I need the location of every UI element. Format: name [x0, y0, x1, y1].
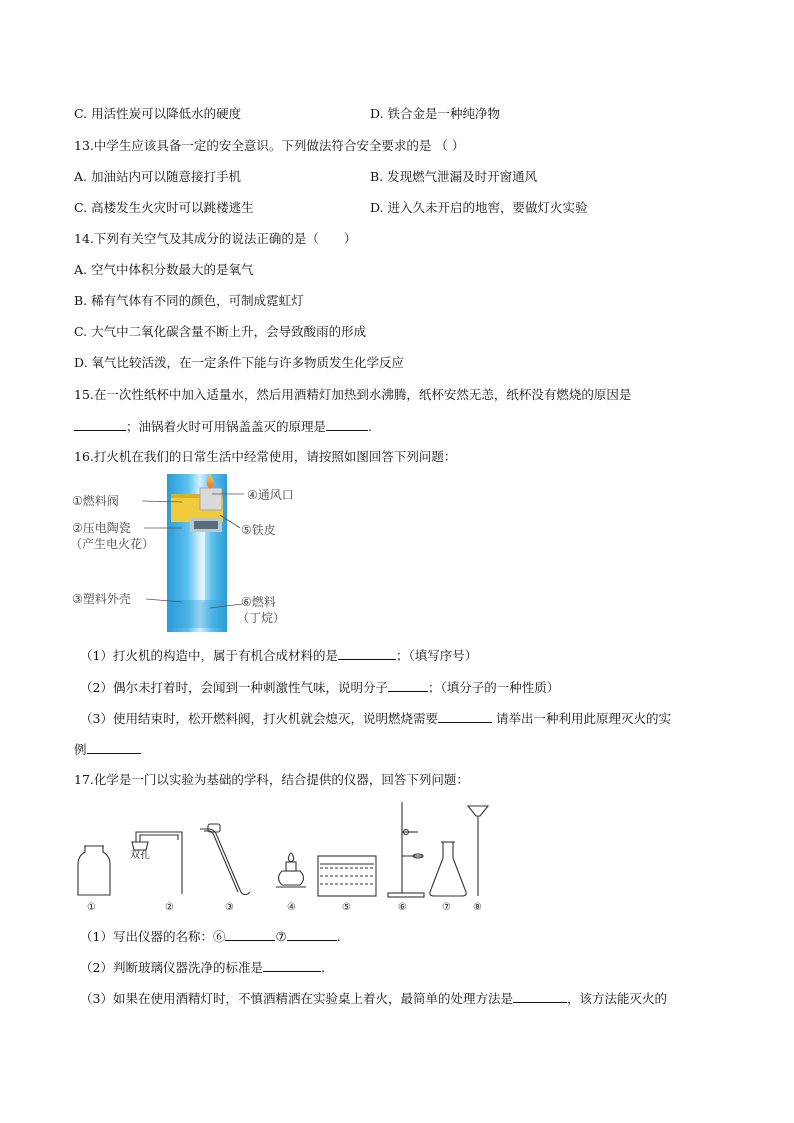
bottle — [78, 846, 110, 895]
q17-p1-blank-1[interactable] — [225, 928, 275, 941]
alcohol-lamp — [279, 871, 304, 885]
q15-blank-1[interactable] — [74, 418, 126, 431]
label-plastic-shell: ③塑料外壳 — [72, 592, 131, 606]
q13-stem: 13.中学生应该具备一定的安全意识。下列做法符合安全要求的是 （ ） — [74, 138, 465, 153]
q16-p2-text-a: （2）偶尔未打着时，会闻到一种刺激性气味，说明分子 — [80, 680, 388, 695]
lighter-diagram — [70, 472, 320, 637]
metal-head — [200, 488, 222, 510]
double-hole-stopper — [132, 842, 148, 850]
q16-p3-blank-1[interactable] — [438, 710, 492, 723]
q16-part2 — [80, 679, 559, 696]
q17-part1 — [80, 928, 341, 945]
number-4: ④ — [287, 902, 296, 913]
funnel — [468, 806, 488, 816]
q15-text-a: ；油锅着火时可用锅盖盖灭的原理是 — [126, 419, 327, 434]
q16-stem: 16.打火机在我们的日常生活中经常使用，请按照如图回答下列问题： — [74, 449, 457, 464]
q16-p1-text-b: ；（填写序号） — [395, 648, 478, 663]
q16-part1 — [80, 647, 477, 664]
q13-option-c: C. 高楼发生火灾时可以跳楼逃生 — [74, 200, 254, 215]
q16-p3-text-a: （3）使用结束时，松开燃料阀，打火机就会熄灭，说明燃烧需要 — [80, 711, 438, 726]
q17-p2-blank[interactable] — [263, 959, 321, 972]
q14-option-d: D. 氧气比较活泼，在一定条件下能与许多物质发生化学反应 — [74, 355, 405, 370]
number-5: ⑤ — [342, 902, 351, 913]
q16-part3-cont — [74, 741, 141, 758]
q15-stem: 15.在一次性纸杯中加入适量水，然后用酒精灯加热到水沸腾，纸杯安然无恙，纸杯没有燃烧的原因是 — [74, 387, 632, 402]
q16-p1-text-a: （1）打火机的构造中，属于有机合成材料的是 — [80, 648, 338, 663]
q17-p1-text-a: （1）写出仪器的名称：⑥ — [80, 929, 226, 944]
q17-part2 — [80, 959, 325, 976]
q17-p2-text-a: （2）判断玻璃仪器洗净的标准是 — [80, 960, 263, 975]
label-butane: （丁烷） — [237, 611, 286, 625]
q17-p3-text-a: （3）如果在使用酒精灯时，不慎酒精洒在实验桌上着火，最简单的处理方法是 — [80, 991, 513, 1006]
q17-p3-blank[interactable] — [513, 990, 567, 1003]
conical-flask — [430, 842, 466, 896]
q16-part3 — [80, 710, 671, 727]
q16-p3-blank-2[interactable] — [87, 741, 141, 754]
label-fuel: ⑥燃料 — [241, 595, 276, 609]
q12-option-d: D. 铁合金是一种纯净物 — [370, 106, 501, 121]
q17-p1-text-c: . — [336, 929, 341, 944]
q13-option-a: A. 加油站内可以随意接打手机 — [74, 169, 241, 184]
q15-continuation — [74, 418, 372, 435]
q13-option-d: D. 进入久未开启的地窖，要做灯火实验 — [370, 200, 588, 215]
number-1: ① — [87, 902, 96, 913]
q16-p2-text-b: ；（填分子的一种性质） — [427, 680, 560, 695]
q17-p3-text-b: ，该方法能灭火的 — [566, 991, 667, 1006]
q14-option-a: A. 空气中体积分数最大的是氧气 — [74, 262, 254, 277]
q16-p3-text-c: 例 — [74, 742, 87, 757]
label-spark: （产生电火花） — [70, 537, 155, 551]
q15-blank-2[interactable] — [326, 418, 368, 431]
apparatus-diagram — [70, 798, 500, 916]
tube-label: 双孔 — [130, 850, 150, 861]
q14-option-b: B. 稀有气体有不同的颜色，可制成霓虹灯 — [74, 293, 304, 308]
number-7: ⑦ — [442, 902, 451, 913]
label-iron-sheet: ⑤铁皮 — [241, 523, 276, 537]
q17-part3 — [80, 990, 667, 1007]
label-piezo: ②压电陶瓷 — [72, 521, 131, 535]
number-8: ⑧ — [473, 902, 482, 913]
q17-p2-text-b: . — [320, 960, 325, 975]
q17-p1-blank-2[interactable] — [287, 928, 337, 941]
q13-option-b: B. 发现燃气泄漏及时开窗通风 — [370, 169, 538, 184]
q17-p1-text-b: ⑦ — [275, 929, 287, 944]
number-2: ② — [165, 902, 174, 913]
q17-stem: 17.化学是一门以实验为基础的学科，结合提供的仪器，回答下列问题： — [74, 772, 469, 787]
q16-p3-text-b: 请举出一种利用此原理灭火的实 — [491, 711, 671, 726]
q16-p2-blank[interactable] — [388, 679, 428, 692]
q12-option-c: C. 用活性炭可以降低水的硬度 — [74, 106, 242, 121]
q14-option-c: C. 大气中二氧化碳含量不断上升，会导致酸雨的形成 — [74, 324, 367, 339]
q16-p1-blank[interactable] — [338, 647, 396, 660]
number-3: ③ — [225, 902, 234, 913]
q15-text-end: . — [368, 419, 372, 434]
label-fuel-valve: ①燃料阀 — [72, 494, 119, 508]
label-vent: ④通风口 — [247, 488, 294, 502]
number-6: ⑥ — [398, 902, 407, 913]
q14-stem: 14.下列有关空气及其成分的说法正确的是（ ） — [74, 231, 357, 246]
